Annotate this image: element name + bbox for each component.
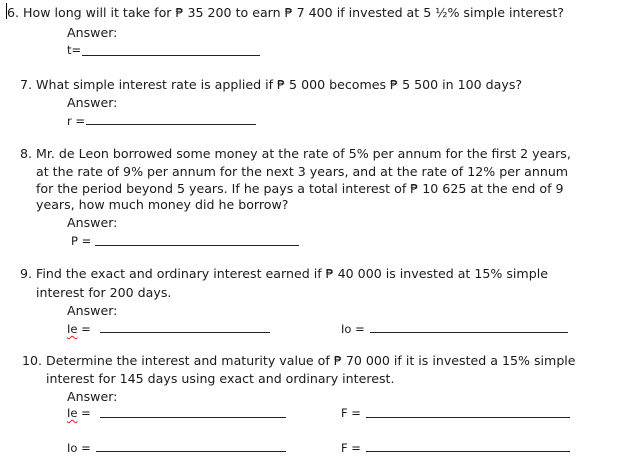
blank-label-ie: Ie = — [67, 322, 91, 336]
answer-label: Answer: — [67, 25, 118, 40]
question-line: 9. Find the exact and ordinary interest earned if ₱ 40 000 is invested at 15% simple — [20, 266, 548, 281]
blank-label-p: P = — [71, 234, 92, 248]
answer-blank-t[interactable] — [82, 55, 260, 56]
blank-label-f: F = — [341, 441, 361, 455]
answer-blank-f[interactable] — [366, 451, 570, 452]
question-line: at the rate of 9% per annum for the next 3 years, and at the rate of 12% per annum — [36, 164, 569, 179]
blank-label-t: t= — [67, 43, 82, 57]
answer-blank-ie[interactable] — [100, 332, 270, 333]
question-line: 8. Mr. de Leon borrowed some money at the rate of 5% per annum for the first 2 years, — [20, 146, 571, 161]
blank-label-io: Io = — [67, 441, 91, 455]
answer-label: Answer: — [67, 389, 118, 404]
question-line: interest for 200 days. — [36, 285, 172, 300]
question-text: 6. How long will it take for ₱ 35 200 to earn ₱ 7 400 if invested at 5 ½% simple interest? — [7, 5, 564, 20]
answer-blank-p[interactable] — [95, 245, 299, 246]
question-line: 10. Determine the interest and maturity value of ₱ 70 000 if it is invested a 15% simple — [22, 353, 576, 368]
answer-label: Answer: — [67, 215, 118, 230]
question-line: years, how much money did he borrow? — [36, 197, 289, 212]
question-line: interest for 145 days using exact and ordinary interest. — [46, 371, 395, 386]
answer-label: Answer: — [67, 303, 118, 318]
answer-blank-f[interactable] — [366, 417, 570, 418]
answer-label: Answer: — [67, 95, 118, 110]
answer-blank-io[interactable] — [96, 451, 286, 452]
blank-label-f: F = — [341, 406, 361, 420]
blank-label-ie: Ie = — [67, 406, 91, 420]
answer-blank-r[interactable] — [86, 124, 256, 125]
answer-blank-ie[interactable] — [100, 417, 286, 418]
blank-label-io: Io = — [341, 322, 365, 336]
question-text: 7. What simple interest rate is applied if ₱ 5 000 becomes ₱ 5 500 in 100 days? — [20, 77, 523, 92]
question-line: for the period beyond 5 years. If he pays a total interest of ₱ 10 625 at the end of 9 — [36, 181, 564, 196]
answer-blank-io[interactable] — [370, 332, 568, 333]
blank-label-r: r = — [67, 114, 86, 128]
